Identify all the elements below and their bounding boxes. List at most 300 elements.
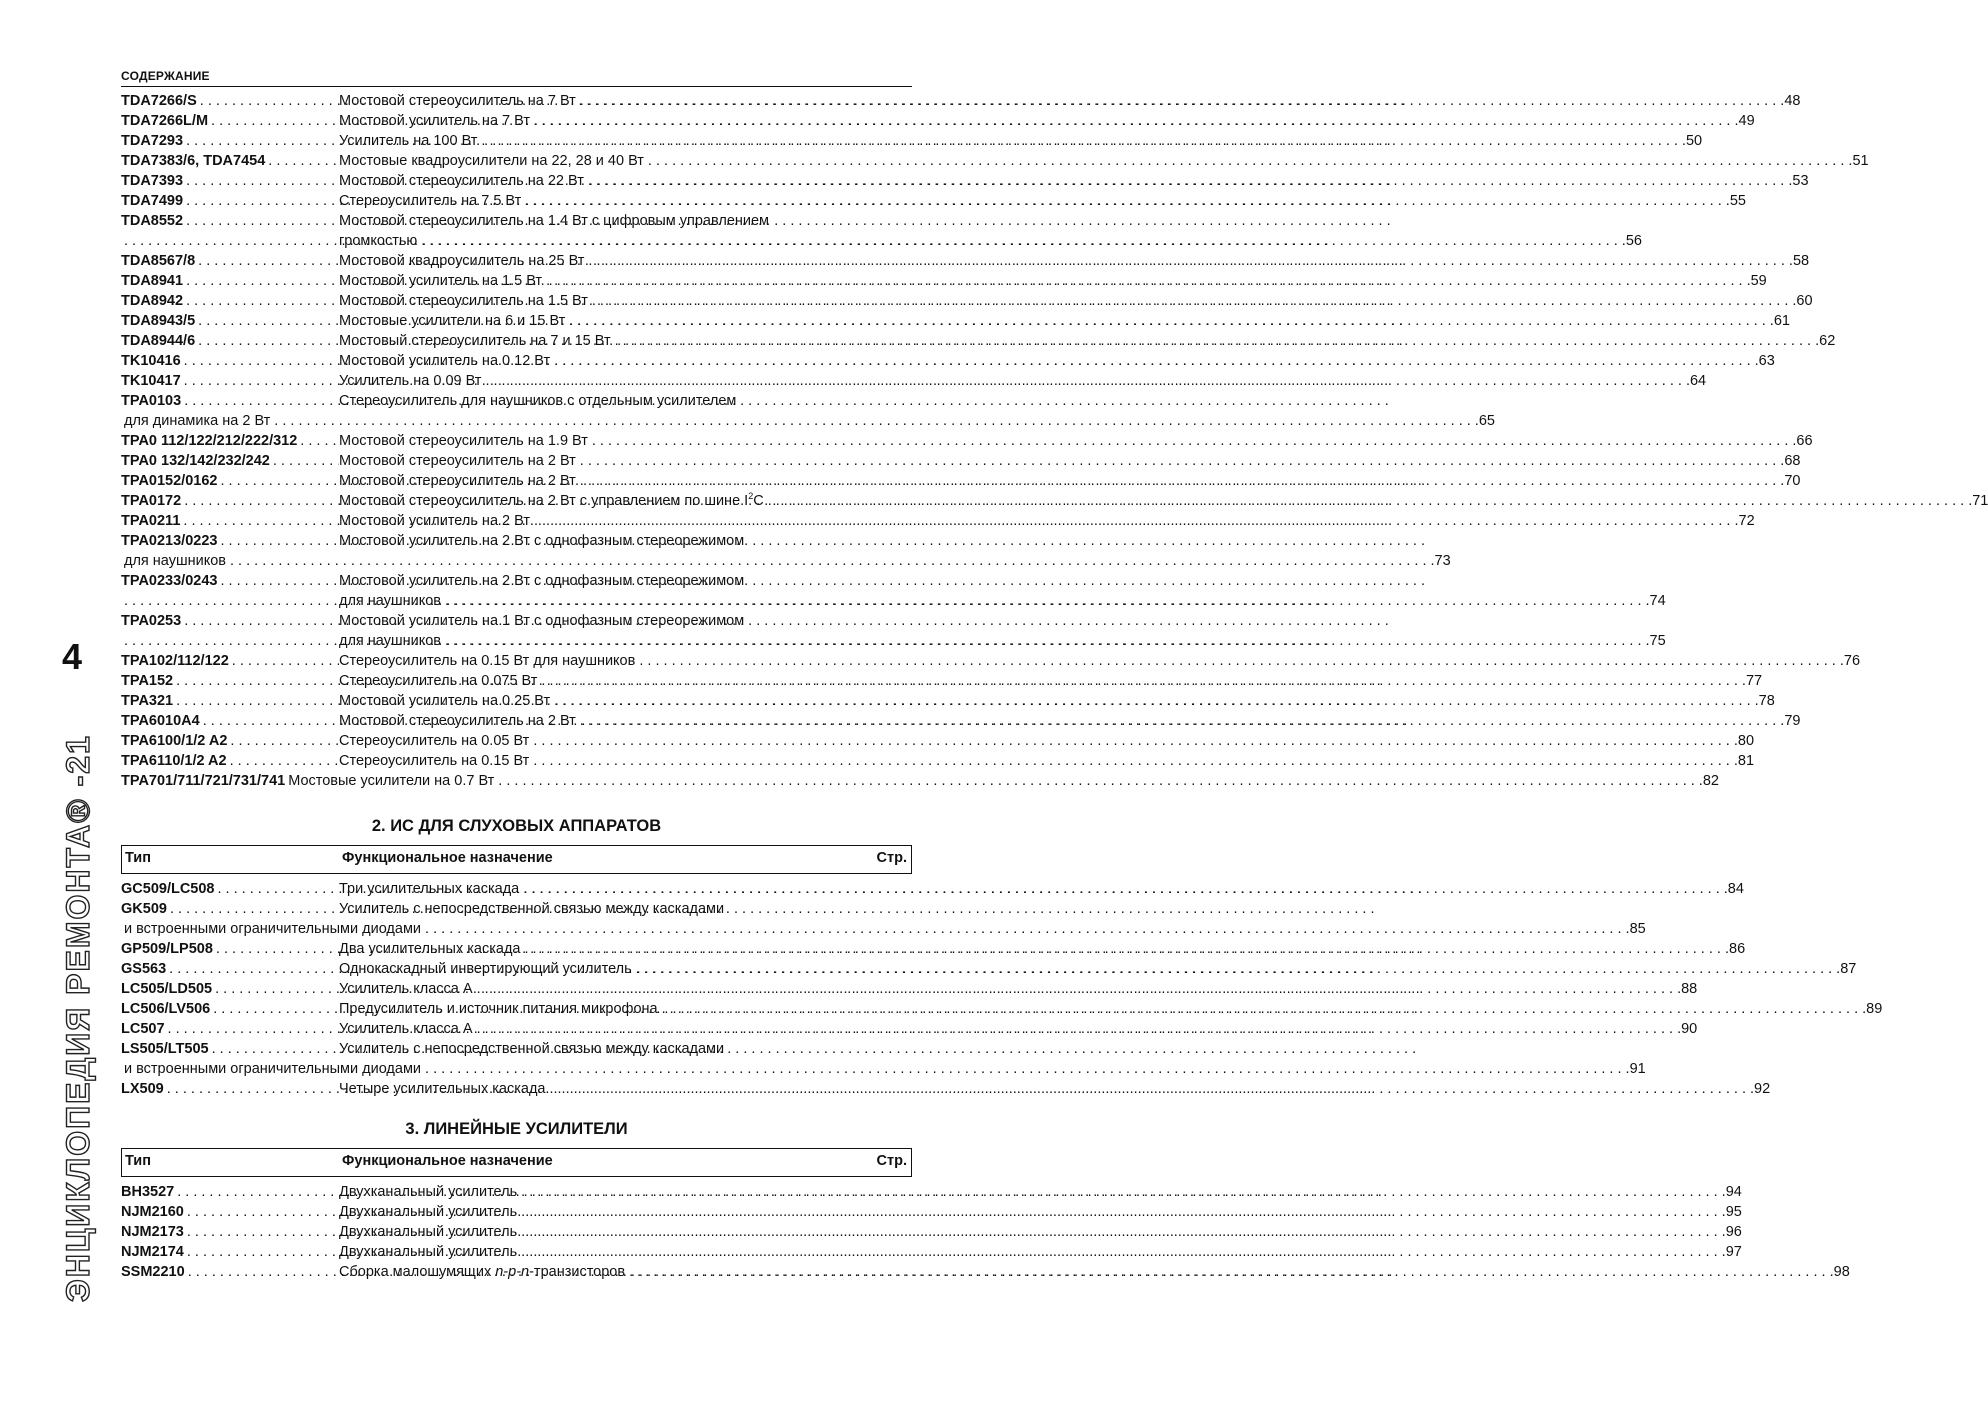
- toc-desc: Мостовой стереоусилитель на 22 Вт: [339, 173, 584, 189]
- toc-desc: Стереоусилитель для наушников с отдельным усилителем: [339, 393, 737, 409]
- toc-desc-cell: [339, 571, 911, 591]
- toc-desc: Мостовой стереоусилитель на 2 Вт: [339, 453, 576, 469]
- toc-desc-cell: [339, 959, 1856, 979]
- toc-type-cell: [121, 691, 339, 711]
- toc-desc-cell: [339, 431, 1813, 451]
- toc-row: [121, 271, 1767, 291]
- toc-desc-cell: [339, 1182, 1742, 1202]
- toc-desc-cell: [124, 551, 1451, 571]
- toc-row: [121, 1079, 1771, 1099]
- toc-desc: Стереоусилитель на 7.5 Вт: [339, 193, 522, 209]
- toc-row: [121, 591, 1666, 611]
- dot-leader: [580, 91, 1785, 111]
- dot-leader: [580, 711, 1785, 731]
- toc-desc-cell: [339, 511, 1755, 531]
- toc-desc-cell: [339, 1202, 1742, 1222]
- dot-leader: [554, 351, 1759, 371]
- toc-desc-cell: [339, 1079, 1770, 1099]
- toc-desc-cell: [339, 1242, 1742, 1262]
- toc-page: 65: [1478, 413, 1495, 429]
- section2-col-func: Функциональное назначение: [342, 850, 553, 866]
- toc-type-cell: [121, 1182, 339, 1202]
- toc-type-cell: [121, 899, 339, 919]
- dot-leader: [523, 879, 1728, 899]
- toc-type: TPA321: [121, 693, 174, 709]
- toc-desc: Мостовые квадроусилители на 22, 28 и 40 Вт: [339, 153, 644, 169]
- toc-desc-cell: [339, 91, 1800, 111]
- toc-desc: Мостовой квадроусилитель на 25 Вт: [339, 253, 585, 269]
- toc-type-cell: [121, 171, 339, 191]
- toc-type-cell: [121, 351, 339, 371]
- toc-page: 58: [1792, 253, 1810, 269]
- toc-type: LS505/LT505: [121, 1041, 209, 1057]
- toc-type-cell: [121, 591, 339, 611]
- toc-type: LX509: [121, 1081, 164, 1097]
- toc-desc-cell: [339, 939, 1745, 959]
- toc-type: TK10416: [121, 353, 181, 369]
- dot-leader: [421, 231, 1626, 251]
- toc-desc: громкостью: [339, 233, 418, 249]
- toc-desc: Три усилительных каскада: [339, 881, 520, 897]
- toc-desc-cell: [339, 351, 1775, 371]
- dot-leader: [521, 1202, 1726, 1222]
- toc-desc-cell: [339, 371, 1706, 391]
- toc-desc-cell: [124, 1059, 1646, 1079]
- toc-desc-cell: [339, 1262, 1850, 1282]
- toc-row: [121, 879, 1744, 899]
- section3-title: 3. ЛИНЕЙНЫЕ УСИЛИТЕЛИ: [405, 1120, 628, 1138]
- toc-desc: Усилитель на 100 Вт: [339, 133, 478, 149]
- toc-row: [121, 1262, 1850, 1282]
- toc-type: TDA8944/6: [121, 333, 196, 349]
- toc-desc: Стереоусилитель на 0.075 Вт: [339, 673, 538, 689]
- toc-type: TPA0253: [121, 613, 182, 629]
- toc-row: [121, 511, 1755, 531]
- toc-type-cell: [121, 151, 339, 171]
- toc-desc: для динамика на 2 Вт: [124, 413, 271, 429]
- dot-leader: [580, 451, 1785, 471]
- toc-row: [121, 451, 1801, 471]
- toc-row: [121, 391, 911, 411]
- dot-leader: [524, 939, 1729, 959]
- toc-type-cell: [121, 131, 339, 151]
- toc-row: [121, 999, 1883, 1019]
- toc-type-cell: [121, 371, 339, 391]
- toc-type: TDA7393: [121, 173, 184, 189]
- toc-row: [121, 731, 1755, 751]
- toc-page: 66: [1796, 433, 1813, 449]
- toc-type-cell: [121, 531, 339, 551]
- toc-row: [121, 551, 1451, 571]
- toc-desc: для наушников: [124, 553, 226, 569]
- toc-desc-cell: [339, 711, 1800, 731]
- toc-desc: Мостовой усилитель на 0.25 Вт: [339, 693, 551, 709]
- toc-type-cell: [121, 91, 339, 111]
- toc-desc: Мостовые усилители на 6 и 15 Вт: [339, 313, 566, 329]
- toc-type: TPA0 132/142/232/242: [121, 453, 270, 469]
- toc-desc: Однокаскадный инвертирующий усилитель: [339, 961, 632, 977]
- toc-type: GS563: [121, 961, 167, 977]
- dot-leader: [580, 471, 1785, 491]
- toc-desc: Мостовый стереоусилитель на 7 и 15 Вт: [339, 333, 611, 349]
- toc-type-cell: [121, 999, 339, 1019]
- toc-desc-cell: [339, 899, 911, 919]
- toc-desc-cell: [339, 291, 1813, 311]
- toc-row: [121, 531, 911, 551]
- toc-type-cell: [121, 491, 339, 511]
- toc-desc: Мостовой усилитель на 2 Вт с однофазным стереорежимом: [339, 533, 745, 549]
- section2-col-type: Тип: [125, 850, 151, 866]
- toc-desc-cell: [339, 271, 1767, 291]
- toc-type: TDA7293: [121, 133, 184, 149]
- dot-leader: [230, 731, 339, 751]
- toc-desc: Двухканальный усилитель: [339, 1184, 518, 1200]
- dot-leader: [525, 191, 1730, 211]
- toc-type: TPA0213/0223: [121, 533, 218, 549]
- toc-desc: Два усилительных каскада: [339, 941, 521, 957]
- toc-type-cell: [121, 211, 339, 231]
- toc-type-cell: [121, 771, 288, 791]
- toc-desc-cell: [339, 251, 1809, 271]
- toc-desc: Мостовой усилитель на 1 Вт с однофазным стереорежимом: [339, 613, 745, 629]
- toc-desc-cell: [339, 979, 1697, 999]
- toc-type: TPA0233/0243: [121, 573, 218, 589]
- toc-row: [121, 899, 911, 919]
- toc-desc-cell: [339, 591, 1666, 611]
- page-header: [121, 69, 912, 87]
- toc-page: 61: [1773, 313, 1790, 329]
- toc-row: [121, 711, 1801, 731]
- toc-row: [121, 111, 1755, 131]
- toc-desc-cell: [339, 471, 1800, 491]
- toc-desc: Мостовой стереоусилитель на 1.4 Вт с цифровым управлением: [339, 213, 770, 229]
- toc-type: TDA8942: [121, 293, 184, 309]
- toc-type-cell: [121, 879, 339, 899]
- toc-type-cell: [121, 451, 339, 471]
- toc-type: LC506/LV506: [121, 1001, 211, 1017]
- dot-leader: [549, 1079, 1754, 1099]
- dot-leader: [485, 371, 1690, 391]
- toc-desc: Усилитель класса А: [339, 1021, 473, 1037]
- dot-leader: [521, 1242, 1726, 1262]
- section2-col-page: Стр.: [876, 850, 907, 866]
- toc-desc: Мостовой усилитель на 2 Вт: [339, 513, 530, 529]
- toc-type: TDA7266/S: [121, 93, 197, 109]
- toc-type: LC507: [121, 1021, 165, 1037]
- toc-type-cell: [121, 939, 339, 959]
- dot-leader: [521, 1222, 1726, 1242]
- dot-leader: [533, 751, 1738, 771]
- toc-page: 88: [1681, 981, 1698, 997]
- toc-desc: Предусилитель и источник питания микрофона: [339, 1001, 658, 1017]
- toc-type: GP509/LP508: [121, 941, 213, 957]
- toc-desc: Двухканальный усилитель: [339, 1224, 518, 1240]
- dot-leader: [521, 1182, 1726, 1202]
- dot-leader: [592, 291, 1797, 311]
- toc-row: [121, 211, 911, 231]
- dot-leader: [629, 1262, 1834, 1282]
- toc-type: TPA701/711/721/731/741: [121, 773, 286, 789]
- toc-type: NJM2173: [121, 1224, 184, 1240]
- toc-type-cell: [121, 391, 339, 411]
- toc-page: 71: [1972, 493, 1988, 509]
- toc-desc: Двухканальный усилитель: [339, 1204, 518, 1220]
- toc-desc: Мостовой стереоусилитель на 2 Вт: [339, 713, 576, 729]
- toc-type: TDA8552: [121, 213, 184, 229]
- toc-row: [121, 371, 1707, 391]
- toc-type: TDA7383/6, TDA7454: [121, 153, 266, 169]
- dot-leader: [533, 731, 1738, 751]
- toc-desc-cell: [339, 671, 1762, 691]
- dot-leader: [300, 431, 339, 451]
- toc-row: [121, 939, 1746, 959]
- toc-type: TPA6010A4: [121, 713, 200, 729]
- toc-type-cell: [121, 651, 339, 671]
- dot-leader: [232, 651, 339, 671]
- toc-desc: Стереоусилитель на 0.15 Вт: [339, 753, 530, 769]
- toc-page: 86: [1729, 941, 1746, 957]
- toc-type: TDA7499: [121, 193, 184, 209]
- toc-row: [121, 1242, 1742, 1262]
- toc-row: [121, 151, 1869, 171]
- toc-page: 94: [1725, 1184, 1742, 1200]
- section1-list: [121, 91, 1988, 791]
- toc-page: 51: [1852, 153, 1869, 169]
- toc-desc-cell: [339, 1019, 1697, 1039]
- toc-desc: Усилитель класса А: [339, 981, 473, 997]
- toc-desc-cell: [339, 1222, 1742, 1242]
- toc-page: 79: [1784, 713, 1801, 729]
- toc-page: 48: [1784, 93, 1801, 109]
- toc-type: TDA8567/8: [121, 253, 196, 269]
- dot-leader: [230, 751, 339, 771]
- toc-desc: Усилитель на 0.09 Вт: [339, 373, 482, 389]
- toc-desc: Мостовой стереоусилитель на 1.5 Вт: [339, 293, 588, 309]
- toc-row: [121, 91, 1801, 111]
- toc-desc: Мостовой усилитель на 2 Вт с однофазным стереорежимом: [339, 573, 745, 589]
- toc-desc: Двухканальный усилитель: [339, 1244, 518, 1260]
- toc-desc-cell: [339, 391, 911, 411]
- toc-desc-cell: [339, 879, 1744, 899]
- section2-title: 2. ИС ДЛЯ СЛУХОВЫХ АППАРАТОВ: [371, 817, 662, 835]
- toc-desc: Мостовой стереоусилитель на 2 Вт с управлением по шине $I^2C$: [339, 491, 764, 509]
- toc-page: 96: [1725, 1224, 1742, 1240]
- toc-type-cell: [121, 979, 339, 999]
- toc-desc-cell: [339, 191, 1746, 211]
- toc-type-cell: [121, 671, 339, 691]
- toc-desc-cell: [339, 1039, 911, 1059]
- toc-page: 63: [1758, 353, 1775, 369]
- toc-desc-cell: [339, 491, 1988, 511]
- toc-desc: Мостовой стереоусилитель на 1.9 Вт: [339, 433, 588, 449]
- toc-desc-cell: [339, 611, 911, 631]
- toc-type-cell: [121, 1039, 339, 1059]
- dot-leader: [445, 631, 1650, 651]
- toc-type: BH3527: [121, 1184, 175, 1200]
- toc-type-cell: [121, 331, 339, 351]
- book-title-vertical: ЭНЦИКЛОПЕДИЯ РЕМОНТА® -21: [60, 734, 96, 1302]
- toc-row: [121, 351, 1775, 371]
- section3-col-type: Тип: [125, 1153, 151, 1169]
- toc-type: TPA0211: [121, 513, 181, 529]
- toc-row: [121, 131, 1703, 151]
- dot-leader: [541, 671, 1746, 691]
- toc-desc-cell: [124, 919, 1646, 939]
- dot-leader: [648, 151, 1853, 171]
- toc-desc-cell: [288, 771, 1719, 791]
- toc-type: LC505/LD505: [121, 981, 213, 997]
- toc-desc: Стереоусилитель на 0.05 Вт: [339, 733, 530, 749]
- dot-leader: [554, 691, 1759, 711]
- toc-page: 72: [1738, 513, 1755, 529]
- toc-page: 75: [1649, 633, 1666, 649]
- toc-desc: для наушников: [339, 633, 441, 649]
- toc-type-cell: [121, 311, 339, 331]
- toc-row: [121, 1019, 1698, 1039]
- dot-leader: [639, 651, 1844, 671]
- toc-type: TPA6110/1/2 A2: [121, 753, 227, 769]
- toc-page: 90: [1681, 1021, 1698, 1037]
- toc-desc: Стереоусилитель на 0.15 Вт для наушников: [339, 653, 636, 669]
- dot-leader: [425, 1059, 1630, 1079]
- toc-page: 89: [1866, 1001, 1883, 1017]
- dot-leader: [768, 491, 1973, 511]
- toc-type-cell: [121, 1079, 339, 1099]
- section3-col-func: Функциональное назначение: [342, 1153, 553, 1169]
- section3-table-header: [121, 1148, 912, 1177]
- toc-row: [121, 411, 1495, 431]
- toc-page: 87: [1840, 961, 1857, 977]
- toc-row: [121, 1039, 911, 1059]
- toc-row: [121, 231, 1642, 251]
- toc-type-cell: [121, 431, 339, 451]
- toc-page: 60: [1796, 293, 1813, 309]
- toc-type-cell: [121, 959, 339, 979]
- toc-page: 59: [1750, 273, 1767, 289]
- toc-page: 55: [1729, 193, 1746, 209]
- toc-type: TPA152: [121, 673, 174, 689]
- toc-desc: Мостовой усилитель на 1.5 Вт: [339, 273, 543, 289]
- toc-desc-cell: [339, 999, 1882, 1019]
- toc-desc: Усилитель с непосредственной связью между каскадами: [339, 1041, 725, 1057]
- toc-type: TDA8941: [121, 273, 184, 289]
- toc-desc-cell: [339, 151, 1869, 171]
- toc-desc: и встроенными ограничительными диодами: [124, 1061, 422, 1077]
- toc-type-cell: [121, 291, 339, 311]
- toc-row: [121, 311, 1790, 331]
- toc-row: [121, 1202, 1742, 1222]
- toc-type: SSM2210: [121, 1264, 185, 1280]
- toc-type: TDA8943/5: [121, 313, 196, 329]
- dot-leader: [534, 511, 1739, 531]
- toc-type: GC509/LC508: [121, 881, 215, 897]
- toc-desc-cell: [339, 131, 1702, 151]
- toc-page: 68: [1784, 453, 1801, 469]
- toc-page: 92: [1754, 1081, 1771, 1097]
- dot-leader: [273, 451, 339, 471]
- toc-type: TPA0 112/122/212/222/312: [121, 433, 298, 449]
- toc-desc: Мостовой усилитель на 0.12 Вт: [339, 353, 551, 369]
- toc-row: [121, 491, 1988, 511]
- toc-desc-cell: [339, 691, 1775, 711]
- toc-page: 56: [1625, 233, 1642, 249]
- toc-page: 49: [1738, 113, 1755, 129]
- dot-leader: [592, 431, 1797, 451]
- toc-page: 91: [1629, 1061, 1646, 1077]
- toc-type: TPA6100/1/2 A2: [121, 733, 228, 749]
- toc-page: 50: [1685, 133, 1703, 149]
- toc-desc: Мостовой стереоусилитель на 2 Вт: [339, 473, 576, 489]
- toc-type-cell: [121, 511, 339, 531]
- toc-page: 78: [1758, 693, 1775, 709]
- toc-page: 81: [1737, 753, 1755, 769]
- dot-leader: [477, 979, 1682, 999]
- toc-desc-cell: [339, 331, 1835, 351]
- toc-page: 84: [1727, 881, 1744, 897]
- toc-row: [121, 191, 1746, 211]
- toc-desc-cell: [339, 171, 1809, 191]
- toc-desc-cell: [339, 451, 1800, 471]
- toc-type: TPA102/112/122: [121, 653, 229, 669]
- chapter-number: 4: [62, 636, 83, 677]
- toc-desc-cell: [339, 231, 1642, 251]
- toc-row: [121, 751, 1755, 771]
- section2-table-header: [121, 845, 912, 874]
- dot-leader: [546, 271, 1751, 291]
- toc-page: 64: [1689, 373, 1707, 389]
- italic-term: n-p-n: [495, 1264, 530, 1280]
- section3-col-page: Стр.: [876, 1153, 907, 1169]
- dot-leader: [498, 771, 1703, 791]
- toc-row: [121, 631, 1666, 651]
- toc-page: 98: [1833, 1264, 1850, 1280]
- toc-row: [121, 331, 1836, 351]
- toc-page: 95: [1725, 1204, 1742, 1220]
- toc-row: [121, 611, 911, 631]
- toc-page: 76: [1843, 653, 1861, 669]
- toc-desc: Четыре усилительных каскада: [339, 1081, 546, 1097]
- toc-desc: Усилитель с непосредственной связью между каскадами: [339, 901, 725, 917]
- toc-desc: Мостовые усилители на 0.7 Вт: [288, 773, 495, 789]
- toc-type-cell: [121, 1202, 339, 1222]
- dot-leader: [268, 151, 339, 171]
- toc-desc-cell: [124, 411, 1495, 431]
- toc-row: [121, 959, 1857, 979]
- dot-leader: [615, 331, 1820, 351]
- toc-page: 80: [1737, 733, 1755, 749]
- header-title: СОДЕРЖАНИЕ: [121, 69, 210, 83]
- toc-row: [121, 651, 1861, 671]
- toc-row: [121, 1222, 1742, 1242]
- section2-list: [121, 879, 1883, 1099]
- toc-row: [121, 1059, 1646, 1079]
- toc-row: [121, 431, 1813, 451]
- toc-page: 73: [1434, 553, 1451, 569]
- dot-leader: [534, 111, 1739, 131]
- toc-desc: Сборка малошумящих n-p-n-транзисторов: [339, 1264, 626, 1280]
- toc-row: [121, 471, 1801, 491]
- toc-type: TK10417: [121, 373, 181, 389]
- toc-type-cell: [121, 1262, 339, 1282]
- toc-row: [121, 919, 1646, 939]
- toc-page: 70: [1784, 473, 1801, 489]
- toc-desc: Мостовой стереоусилитель на 7 Вт: [339, 93, 576, 109]
- toc-type-cell: [121, 1222, 339, 1242]
- dot-leader: [481, 131, 1686, 151]
- toc-desc-cell: [339, 211, 911, 231]
- toc-row: [121, 291, 1813, 311]
- toc-type-cell: [121, 111, 339, 131]
